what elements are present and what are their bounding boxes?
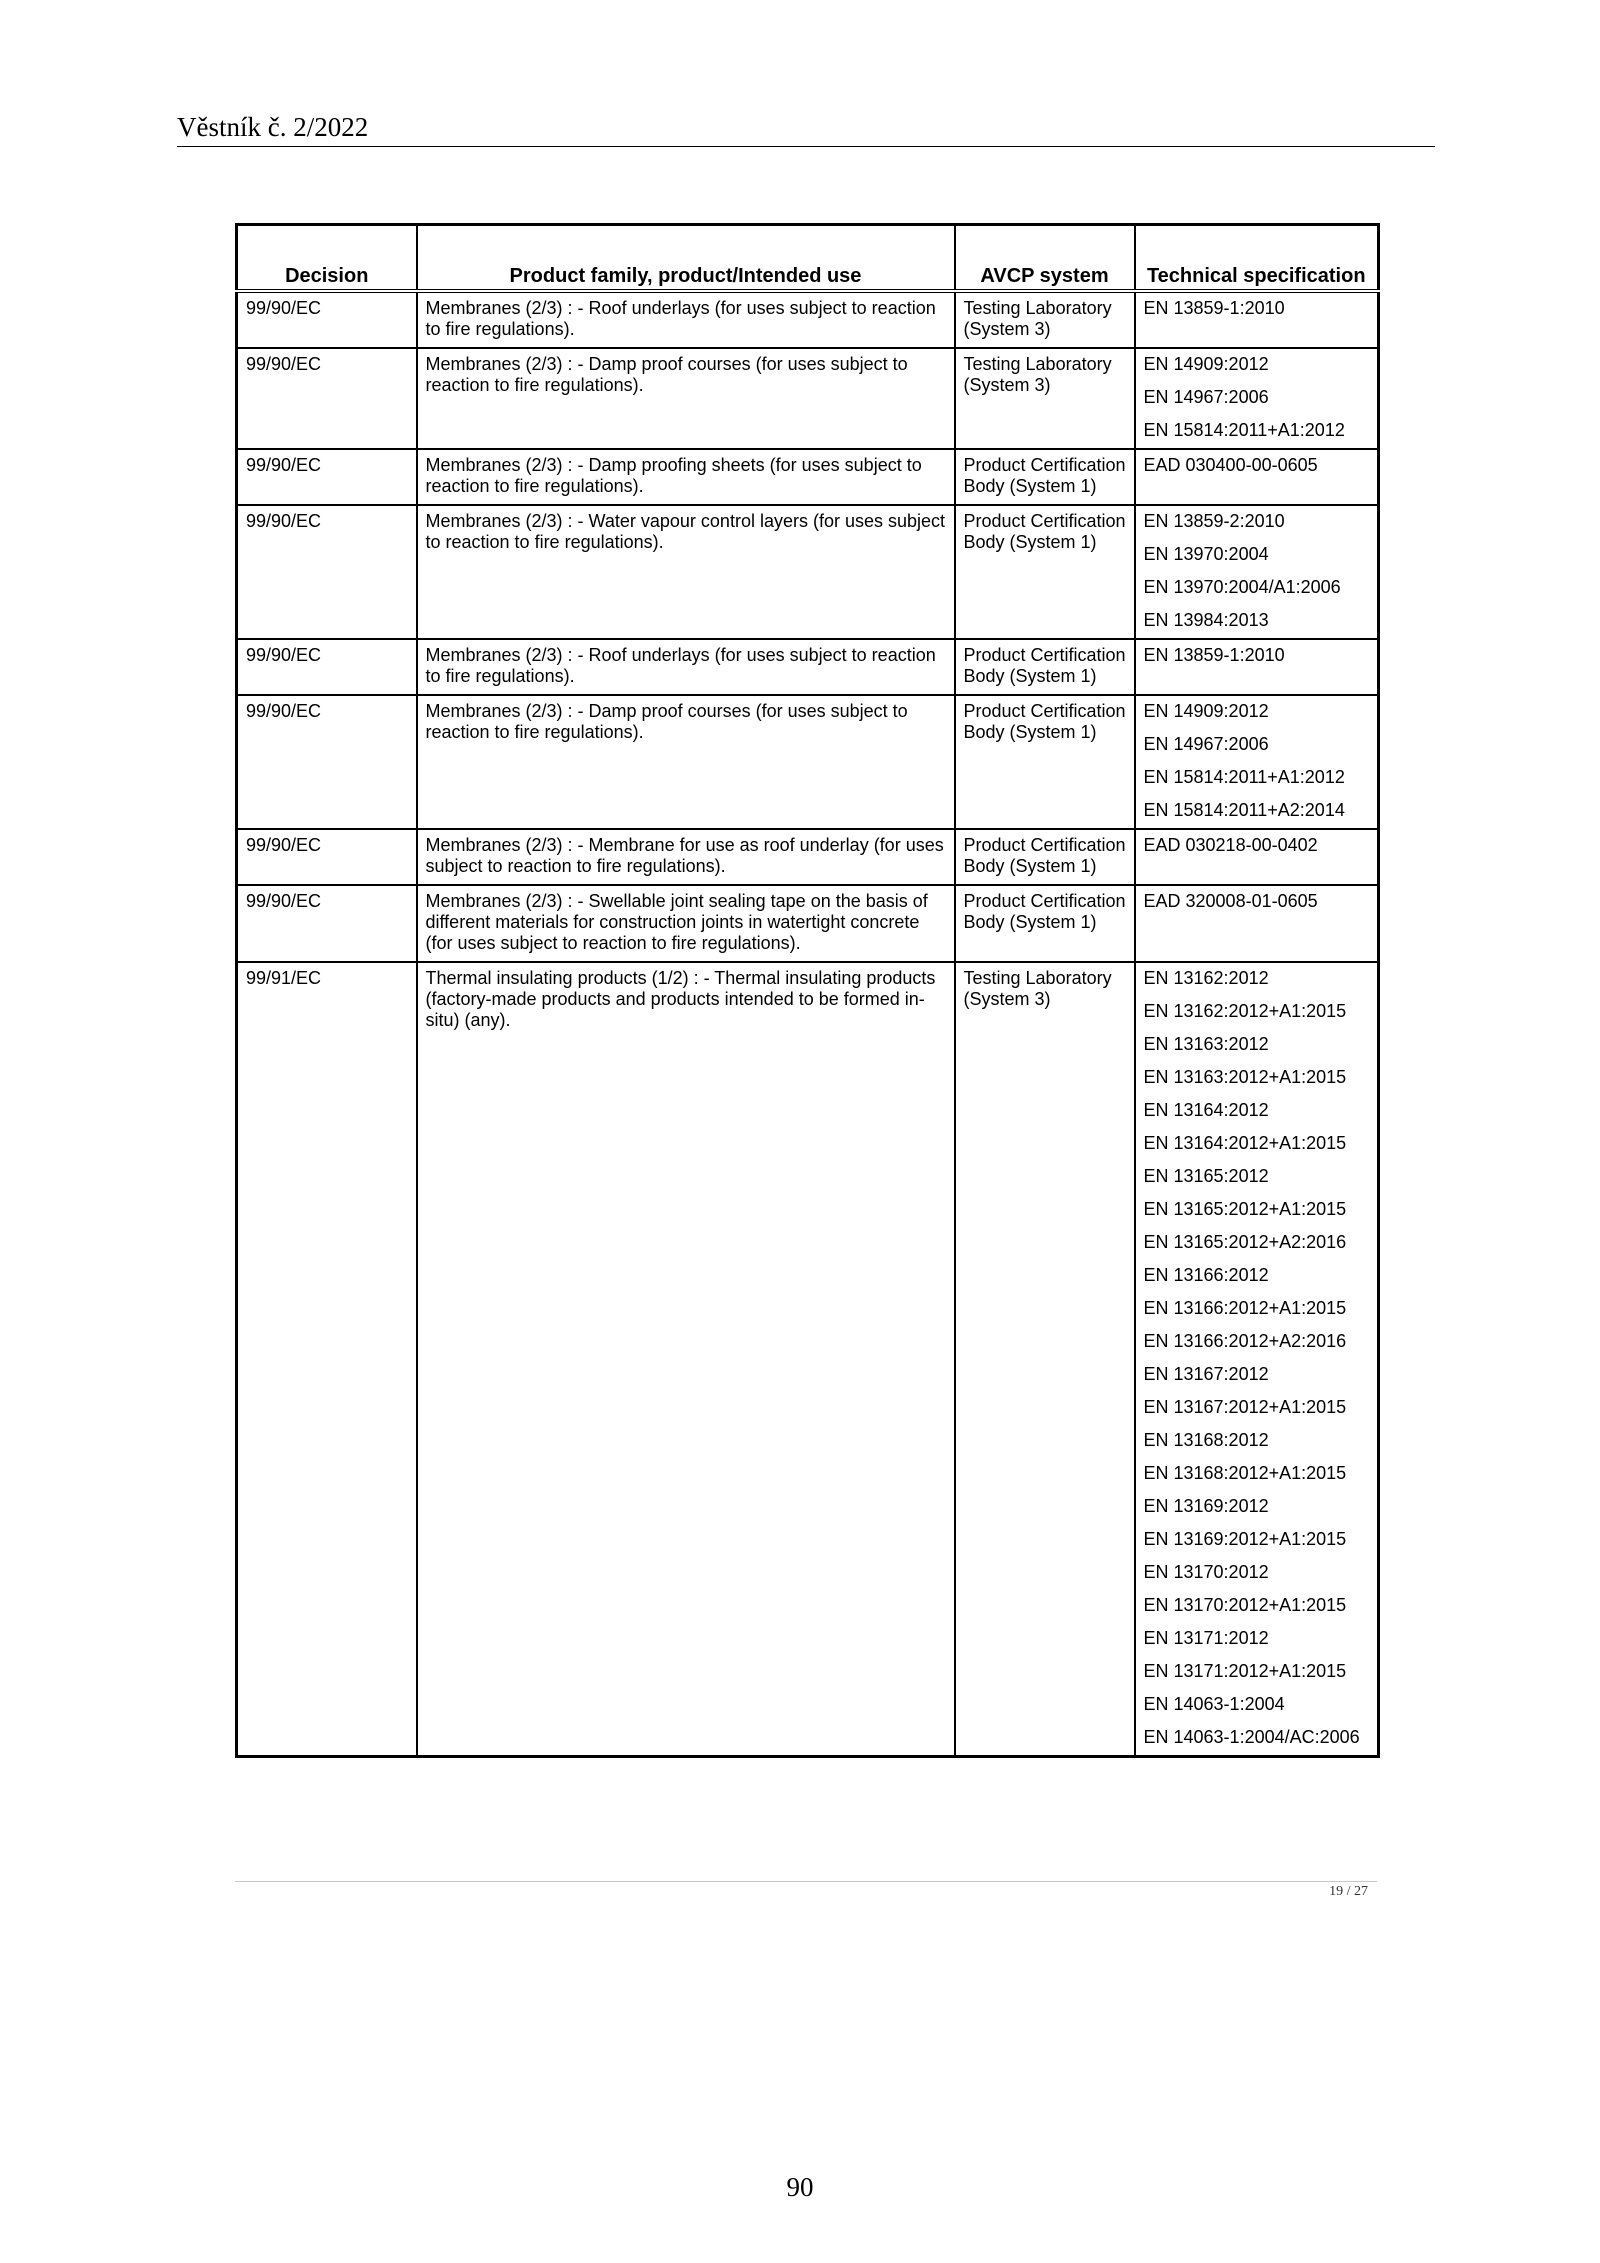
table-row	[237, 348, 1379, 449]
specification-item: EN 15814:2011+A1:2012	[1143, 420, 1345, 440]
decision-cell: 99/90/EC	[237, 695, 417, 829]
header-rule	[177, 146, 1435, 147]
avcp-cell: Testing Laboratory (System 3)	[955, 348, 1135, 449]
specification-item: EN 13168:2012+A1:2015	[1143, 1463, 1347, 1483]
column-header-specification: Technical specification	[1135, 225, 1379, 292]
product-cell: Membranes (2/3) : - Damp proof courses (for uses subject to reaction to fire regulations).	[417, 695, 955, 829]
product-cell: Membranes (2/3) : - Roof underlays (for uses subject to reaction to fire regulations).	[417, 291, 955, 348]
product-cell: Membranes (2/3) : - Membrane for use as roof underlay (for uses subject to reaction to fire regulations).	[417, 829, 955, 885]
decision-cell: 99/90/EC	[237, 505, 417, 639]
footer-rule	[235, 1881, 1377, 1882]
specification-table-container	[235, 223, 1377, 1758]
specification-item: EN 13164:2012	[1143, 1100, 1269, 1120]
column-header-decision: Decision	[237, 225, 417, 292]
column-header-avcp: AVCP system	[955, 225, 1135, 292]
specification-item: EN 14909:2012	[1143, 701, 1269, 721]
specification-item: EN 13162:2012	[1143, 968, 1269, 988]
specification-cell	[1135, 291, 1379, 348]
product-cell: Membranes (2/3) : - Roof underlays (for uses subject to reaction to fire regulations).	[417, 639, 955, 695]
specification-item: EN 13171:2012	[1143, 1628, 1269, 1648]
product-cell: Thermal insulating products (1/2) : - Thermal insulating products (factory-made products and products intended to be formed in-situ) (any).	[417, 962, 955, 1757]
specification-cell	[1135, 348, 1379, 449]
avcp-cell: Product Certification Body (System 1)	[955, 505, 1135, 639]
column-header-product: Product family, product/Intended use	[417, 225, 955, 292]
specification-cell	[1135, 695, 1379, 829]
table-row	[237, 885, 1379, 962]
specification-item: EN 13170:2012+A1:2015	[1143, 1595, 1347, 1615]
specification-item: EN 14909:2012	[1143, 354, 1269, 374]
specification-cell	[1135, 829, 1379, 885]
decision-cell: 99/90/EC	[237, 639, 417, 695]
specification-item: EN 13168:2012	[1143, 1430, 1269, 1450]
specification-item: EN 13169:2012	[1143, 1496, 1269, 1516]
specification-cell	[1135, 885, 1379, 962]
table-row	[237, 639, 1379, 695]
specification-item: EN 13164:2012+A1:2015	[1143, 1133, 1347, 1153]
specification-item: EN 13859-1:2010	[1143, 298, 1285, 318]
table-row	[237, 829, 1379, 885]
decision-cell: 99/90/EC	[237, 291, 417, 348]
specification-item: EN 13970:2004	[1143, 544, 1269, 564]
specification-item: EN 13984:2013	[1143, 610, 1269, 630]
specification-item: EN 13859-1:2010	[1143, 645, 1285, 665]
specification-item: EN 13169:2012+A1:2015	[1143, 1529, 1347, 1549]
specification-item: EAD 030400-00-0605	[1143, 455, 1318, 475]
specification-item: EN 13166:2012+A1:2015	[1143, 1298, 1347, 1318]
decision-cell: 99/90/EC	[237, 885, 417, 962]
specification-item: EN 14967:2006	[1143, 734, 1269, 754]
specification-item: EN 13171:2012+A1:2015	[1143, 1661, 1347, 1681]
product-cell: Membranes (2/3) : - Swellable joint sealing tape on the basis of different materials for construction joints in watertight concrete (for uses subject to reaction to fire regulations).	[417, 885, 955, 962]
table-row	[237, 449, 1379, 505]
specification-item: EN 13167:2012	[1143, 1364, 1269, 1384]
decision-cell: 99/90/EC	[237, 348, 417, 449]
specification-table	[235, 223, 1380, 1758]
product-cell: Membranes (2/3) : - Damp proofing sheets (for uses subject to reaction to fire regulations).	[417, 449, 955, 505]
table-row	[237, 695, 1379, 829]
avcp-cell: Product Certification Body (System 1)	[955, 695, 1135, 829]
publication-title: Věstník č. 2/2022	[177, 112, 369, 142]
specification-item: EN 13166:2012+A2:2016	[1143, 1331, 1347, 1351]
specification-item: EN 13165:2012+A1:2015	[1143, 1199, 1347, 1219]
decision-cell: 99/90/EC	[237, 449, 417, 505]
specification-item: EN 15814:2011+A2:2014	[1143, 800, 1345, 820]
table-row	[237, 291, 1379, 348]
table-body	[237, 291, 1379, 1757]
specification-cell	[1135, 962, 1379, 1757]
specification-item: EN 13970:2004/A1:2006	[1143, 577, 1341, 597]
specification-item: EN 14063-1:2004/AC:2006	[1143, 1727, 1360, 1747]
avcp-cell: Testing Laboratory (System 3)	[955, 962, 1135, 1757]
specification-item: EAD 320008-01-0605	[1143, 891, 1318, 911]
specification-item: EN 13166:2012	[1143, 1265, 1269, 1285]
product-cell: Membranes (2/3) : - Water vapour control layers (for uses subject to reaction to fire regulations).	[417, 505, 955, 639]
page-number: 90	[786, 2172, 814, 2202]
decision-cell: 99/91/EC	[237, 962, 417, 1757]
specification-item: EN 13162:2012+A1:2015	[1143, 1001, 1347, 1021]
specification-item: EN 14967:2006	[1143, 387, 1269, 407]
product-cell: Membranes (2/3) : - Damp proof courses (for uses subject to reaction to fire regulations).	[417, 348, 955, 449]
specification-item: EN 13170:2012	[1143, 1562, 1269, 1582]
avcp-cell: Testing Laboratory (System 3)	[955, 291, 1135, 348]
specification-item: EN 13165:2012	[1143, 1166, 1269, 1186]
table-row	[237, 505, 1379, 639]
avcp-cell: Product Certification Body (System 1)	[955, 639, 1135, 695]
specification-item: EN 13163:2012+A1:2015	[1143, 1067, 1347, 1087]
specification-item: EN 13167:2012+A1:2015	[1143, 1397, 1347, 1417]
specification-item: EN 14063-1:2004	[1143, 1694, 1285, 1714]
avcp-cell: Product Certification Body (System 1)	[955, 449, 1135, 505]
page-count: 19 / 27	[1329, 1884, 1368, 1899]
specification-cell	[1135, 639, 1379, 695]
specification-cell	[1135, 505, 1379, 639]
avcp-cell: Product Certification Body (System 1)	[955, 885, 1135, 962]
table-row	[237, 962, 1379, 1757]
specification-item: EN 13165:2012+A2:2016	[1143, 1232, 1347, 1252]
specification-item: EAD 030218-00-0402	[1143, 835, 1318, 855]
avcp-cell: Product Certification Body (System 1)	[955, 829, 1135, 885]
specification-cell	[1135, 449, 1379, 505]
decision-cell: 99/90/EC	[237, 829, 417, 885]
specification-item: EN 15814:2011+A1:2012	[1143, 767, 1345, 787]
table-header-row	[237, 225, 1379, 292]
specification-item: EN 13163:2012	[1143, 1034, 1269, 1054]
specification-item: EN 13859-2:2010	[1143, 511, 1285, 531]
